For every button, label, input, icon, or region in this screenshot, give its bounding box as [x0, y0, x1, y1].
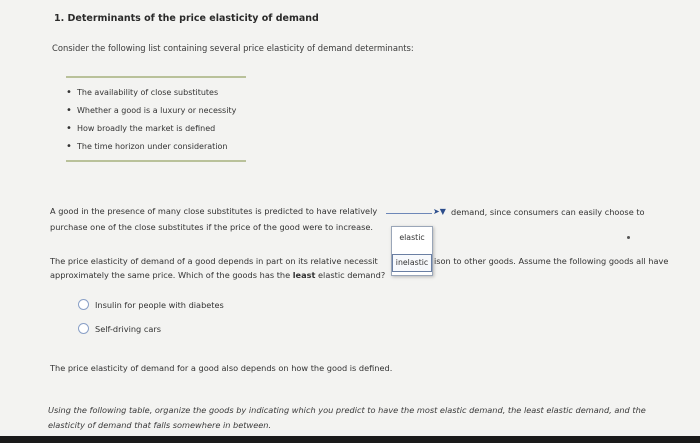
paragraph1-start: A good in the presence of many close substitutes is predicted to have relatively — [50, 206, 378, 216]
menu-option-elastic[interactable]: elastic — [399, 233, 425, 242]
list-item: • The availability of close substitutes — [66, 86, 236, 104]
list-item: • Whether a good is a luxury or necessity — [66, 104, 236, 122]
instruction-line2: elasticity of demand that falls somewhere in between. — [48, 420, 272, 430]
determinants-list — [66, 86, 236, 158]
elasticity-dropdown[interactable] — [386, 213, 432, 214]
paragraph2-line2 — [50, 270, 385, 280]
paragraph2-line2-start: approximately the same price. Which of the goods has the — [50, 270, 293, 280]
dropdown-caret-icon[interactable]: ➤▼ — [433, 207, 446, 216]
choice-insulin[interactable] — [78, 299, 224, 310]
paragraph2-line1-end: ison to other goods. Assume the following goods all have — [434, 256, 669, 266]
paragraph1-end: demand, since consumers can easily choose to — [451, 207, 645, 217]
question-title: 1. Determinants of the price elasticity of demand — [54, 13, 319, 24]
list-item: • The time horizon under consideration — [66, 140, 236, 158]
bottom-edge — [0, 436, 700, 443]
paragraph2-line2-end: elastic demand? — [315, 270, 386, 280]
dropdown-menu — [391, 226, 433, 276]
radio-button[interactable] — [78, 299, 89, 310]
bottom-divider — [66, 160, 246, 162]
choice-label: Self-driving cars — [95, 323, 161, 334]
menu-option-inelastic[interactable]: inelastic — [392, 254, 432, 272]
intro-text: Consider the following list containing several price elasticity of demand determinants: — [52, 43, 414, 53]
paragraph3: The price elasticity of demand for a good also depends on how the good is defined. — [50, 363, 393, 373]
top-divider — [66, 76, 246, 78]
choice-self-driving-cars[interactable] — [78, 323, 161, 334]
paragraph1-line2: purchase one of the close substitutes if the price of the good were to increase. — [50, 222, 373, 232]
list-item: • How broadly the market is defined — [66, 122, 236, 140]
stray-dot — [627, 236, 630, 239]
instruction-line1: Using the following table, organize the goods by indicating which you predict to have the most elastic demand, the least elastic demand, and the — [48, 405, 646, 415]
paragraph2-line1-start: The price elasticity of demand of a good depends in part on its relative necessit — [50, 256, 378, 266]
least-emphasis: least — [292, 270, 316, 280]
choice-label: Insulin for people with diabetes — [95, 299, 224, 310]
radio-button[interactable] — [78, 323, 89, 334]
